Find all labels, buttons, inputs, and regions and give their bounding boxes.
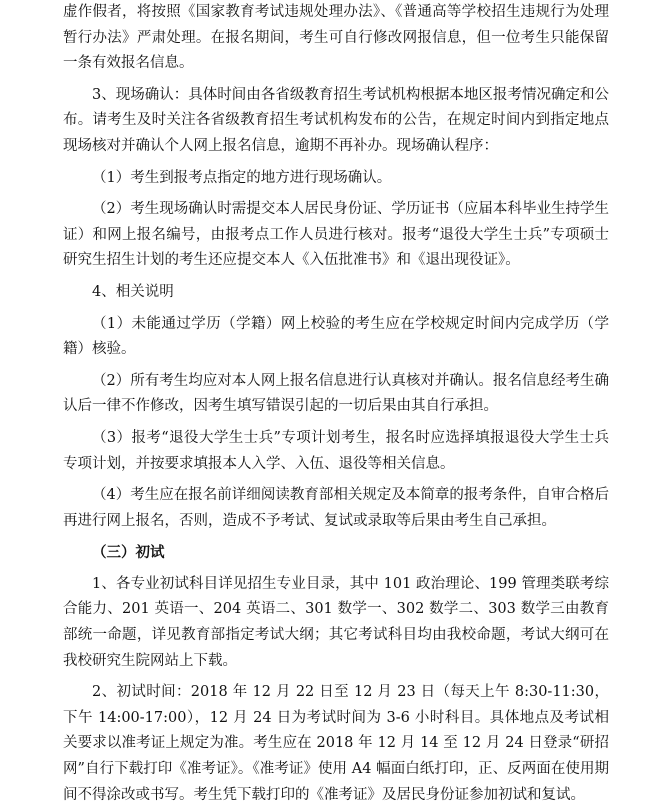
document-page [63,0,609,808]
paragraph-confirmation-step-2: （2）考生现场确认时需提交本人居民身份证、学历证书（应届本科毕业生持学生证）和网上报名编号，由报考点工作人员进行核对。报考“退役大学生士兵”专项硕士研究生招生计划的考生还应提交本人《入伍批准书》和《退出现役证》。 [63,201,609,269]
paragraph-note-2: （2）所有考生均应对本人网上报名信息进行认真核对并确认。报名信息经考生确认后一律不作修改，因考生填写错误引起的一切后果由其自行承担。 [63,372,609,415]
paragraph-note-1: （1）未能通过学历（学籍）网上校验的考生应在学校规定时间内完成学历（学籍）核验。 [63,315,609,358]
section-heading-preliminary-exam: （三）初试 [92,544,165,562]
paragraph-exam-subjects: 1、各专业初试科目详见招生专业目录，其中 101 政治理论、199 管理类联考综合能力、201 英语一、204 英语二、301 数学一、302 数学二、303 数学三由教育部统一命题，详见教育部指定考试大纲；其它考试科目均由我校命题，考试大纲可在我校研究生院网站上下载。 [63,575,609,669]
paragraph-note-3: （3）报考“退役大学生士兵”专项计划考生，报名时应选择填报退役大学生士兵专项计划，并按要求填报本人入学、入伍、退役等相关信息。 [63,429,609,472]
paragraph-exam-time: 2、初试时间：2018 年 12 月 22 日至 12 月 23 日（每天上午 8:30-11:30，下午 14:00-17:00），12 月 24 日为考试时间为 3-6 小时科目。具体地点及考试相关要求以准考证上规定为准。考生应在 2018 年 12 月 14 至 12 月 24 日登录“研招网”自行下载打印《准考证》。《准考证》使用 A4 幅面白纸打印，正、反两面在使用期间不得涂改或书写。考生凭下载打印的《准考证》及居民身份证参加初试和复试。 [63,684,609,803]
paragraph-false-info-penalty: 虚作假者，将按照《国家教育考试违规处理办法》、《普通高等学校招生违规行为处理暂行办法》严肃处理。在报名期间，考生可自行修改网报信息，但一位考生只能保留一条有效报名信息。 [63,4,609,72]
paragraph-confirmation-step-1: （1）考生到报考点指定的地方进行现场确认。 [92,169,392,186]
paragraph-related-notes-title: 4、相关说明 [92,283,174,300]
paragraph-onsite-confirmation: 3、现场确认：具体时间由各省级教育招生考试机构根据本地区报考情况确定和公布。请考生及时关注各省级教育招生考试机构发布的公告，在规定时间内到指定地点现场核对并确认个人网上报名信息，逾期不再补办。现场确认程序： [63,86,609,154]
paragraph-note-4: （4）考生应在报名前详细阅读教育部相关规定及本简章的报考条件，自审合格后再进行网上报名，否则，造成不予考试、复试或录取等后果由考生自己承担。 [63,487,609,529]
